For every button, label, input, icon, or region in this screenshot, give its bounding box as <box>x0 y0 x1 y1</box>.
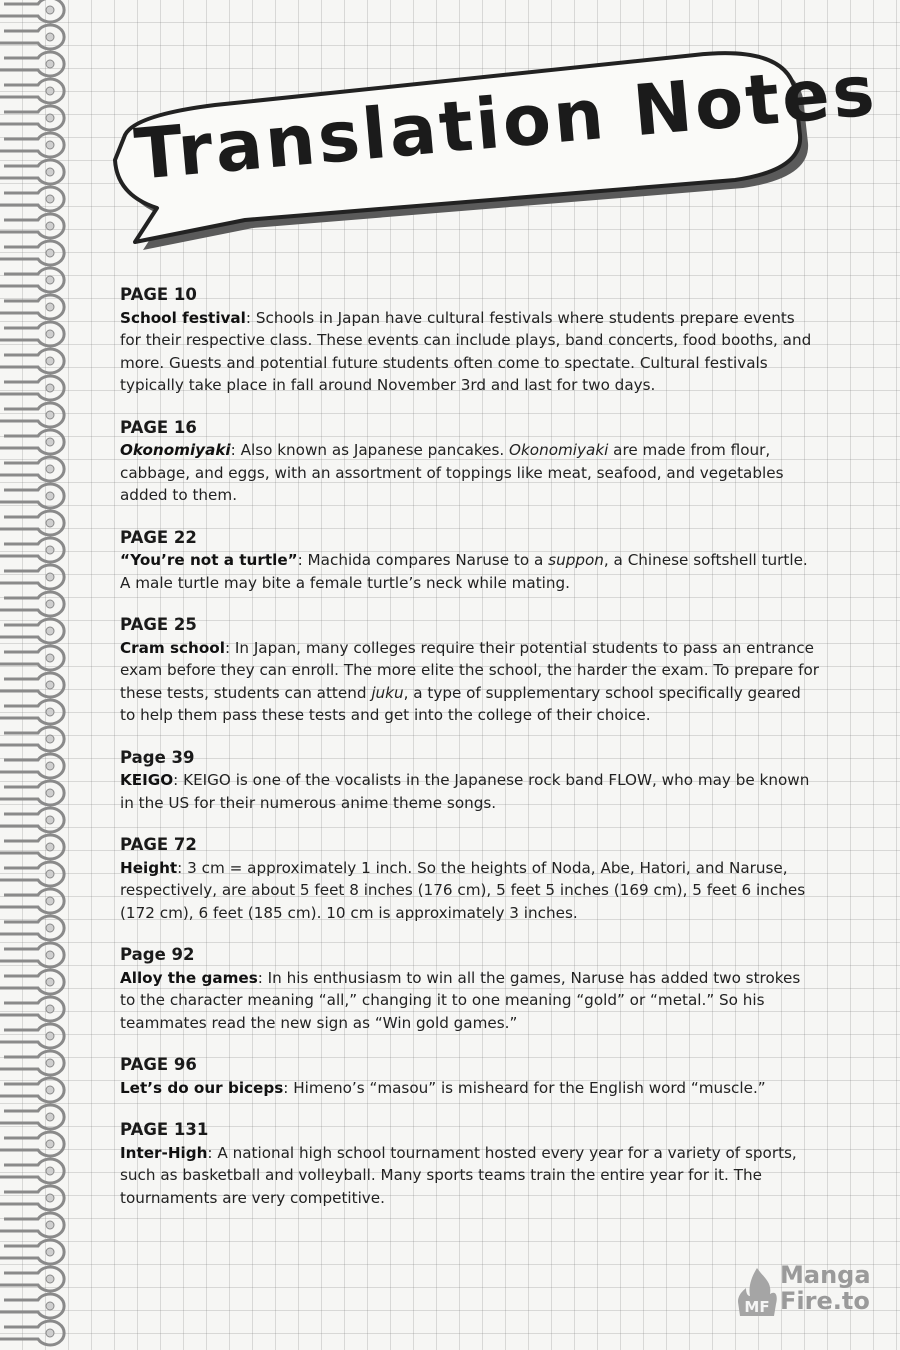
note-page-number: PAGE 25 <box>120 615 197 634</box>
binding-hole <box>46 870 54 878</box>
binding-hole <box>46 411 54 419</box>
note-text: : Also known as Japanese pancakes. <box>230 441 510 459</box>
page-title: Translation Notes <box>131 49 881 196</box>
note-page-number: PAGE 10 <box>120 285 197 304</box>
binding-ring <box>0 52 64 76</box>
binding-ring <box>0 1294 64 1318</box>
binding-ring <box>0 403 64 427</box>
note-item <box>120 1054 820 1099</box>
binding-hole <box>46 1140 54 1148</box>
notes-list <box>120 284 820 1229</box>
note-item <box>120 417 820 507</box>
binding-ring <box>0 673 64 697</box>
binding-hole <box>46 762 54 770</box>
note-term: Cram school <box>120 638 225 657</box>
binding-ring <box>0 322 64 346</box>
binding-hole <box>46 195 54 203</box>
note-term: Alloy the games <box>120 968 258 987</box>
binding-hole <box>46 789 54 797</box>
binding-ring <box>0 538 64 562</box>
note-item <box>120 834 820 924</box>
binding-ring <box>0 943 64 967</box>
watermark-icon-letters: MF <box>744 1298 770 1316</box>
binding-ring <box>0 106 64 130</box>
binding-ring <box>0 1078 64 1102</box>
binding-hole <box>46 249 54 257</box>
binding-hole <box>46 1167 54 1175</box>
binding-hole <box>46 1113 54 1121</box>
binding-hole <box>46 1194 54 1202</box>
watermark-line-1: Manga <box>780 1261 871 1289</box>
note-item <box>120 747 820 815</box>
binding-ring <box>0 646 64 670</box>
binding-ring <box>0 1159 64 1183</box>
binding-ring <box>0 1186 64 1210</box>
note-body <box>120 1077 820 1100</box>
binding-hole <box>46 60 54 68</box>
note-body <box>120 769 820 814</box>
binding-hole <box>46 465 54 473</box>
binding-ring <box>0 268 64 292</box>
note-text: : 3 cm = approximately 1 inch. So the heights of Noda, Abe, Hatori, and Naruse, respectively, are about 5 feet 8 inches (176 cm), 5 feet 5 inches (169 cm), 5 feet 6 inches (172 cm), 6 feet (185 cm). 10 cm is approximately 3 inches. <box>120 858 806 922</box>
note-page-number: PAGE 22 <box>120 527 197 547</box>
note-body <box>120 967 820 1035</box>
binding-ring <box>0 349 64 373</box>
binding-ring <box>0 970 64 994</box>
binding-hole <box>46 384 54 392</box>
binding-hole <box>46 33 54 41</box>
binding-ring <box>0 727 64 751</box>
binding-hole <box>46 330 54 338</box>
binding-hole <box>46 87 54 95</box>
binding-ring <box>0 1240 64 1264</box>
binding-hole <box>46 1221 54 1229</box>
note-term: School festival <box>120 308 246 327</box>
binding-hole <box>46 924 54 932</box>
note-item <box>120 944 820 1034</box>
note-item <box>120 614 820 727</box>
note-text: : In Japan, many colleges require their potential students to pass an entrance exam before they can enroll. The more elite the school, the harder the exam. To prepare for these tests, students can attend <box>120 638 819 702</box>
binding-ring <box>0 835 64 859</box>
binding-ring <box>0 79 64 103</box>
binding-ring <box>0 1051 64 1075</box>
note-page-number: PAGE 96 <box>120 1055 197 1074</box>
note-text: , a type of supplementary school specifically geared to help them pass these tests and get into the college of their choice. <box>120 683 801 724</box>
note-text: are made from flour, cabbage, and eggs, with an assortment of toppings like meat, seafood, and vegetables added to them. <box>120 441 784 504</box>
note-text: , a Chinese softshell turtle. A male turtle may bite a female turtle’s neck while mating. <box>120 551 808 592</box>
binding-ring <box>0 592 64 616</box>
binding-hole <box>46 1302 54 1310</box>
binding-ring <box>0 214 64 238</box>
binding-hole <box>46 438 54 446</box>
note-item <box>120 1119 820 1209</box>
binding-hole <box>46 1329 54 1337</box>
binding-hole <box>46 600 54 608</box>
note-term: Okonomiyaki <box>120 441 231 459</box>
binding-hole <box>46 276 54 284</box>
binding-ring <box>0 1267 64 1291</box>
binding-hole <box>46 627 54 635</box>
note-italic-term: juku <box>371 683 404 702</box>
binding-ring <box>0 916 64 940</box>
title-banner <box>95 30 881 260</box>
note-page-number: Page 92 <box>120 945 195 964</box>
binding-hole <box>46 519 54 527</box>
watermark-line-2: Fire.to <box>780 1287 870 1315</box>
binding-ring <box>0 376 64 400</box>
watermark <box>734 1262 874 1322</box>
binding-hole <box>46 897 54 905</box>
binding-ring <box>0 295 64 319</box>
binding-ring <box>0 1132 64 1156</box>
binding-hole <box>46 708 54 716</box>
binding-hole <box>46 573 54 581</box>
binding-hole <box>46 114 54 122</box>
binding-ring <box>0 619 64 643</box>
note-page-number: PAGE 72 <box>120 835 197 854</box>
note-body <box>120 637 820 727</box>
note-body <box>120 439 820 507</box>
binding-ring <box>0 133 64 157</box>
note-text: : Schools in Japan have cultural festivals where students prepare events for their respective class. These events can include plays, band concerts, food booths, and more. Guests and potential future students often come to spectate. Cultural festivals typically take place in fall around November 3rd and last for two days. <box>120 308 812 394</box>
note-text: : In his enthusiasm to win all the games, Naruse has added two strokes to the character meaning “all,” changing it to one meaning “gold” or “metal.” So his teammates read the new sign as “Win gold games.” <box>120 968 801 1032</box>
binding-hole <box>46 681 54 689</box>
binding-ring <box>0 997 64 1021</box>
binding-hole <box>46 1275 54 1283</box>
note-page-number: Page 39 <box>120 747 195 767</box>
note-italic-term: suppon <box>548 551 604 569</box>
note-item <box>120 527 820 595</box>
binding-ring <box>0 430 64 454</box>
binding-hole <box>46 816 54 824</box>
binding-ring <box>0 889 64 913</box>
binding-hole <box>46 735 54 743</box>
binding-ring <box>0 187 64 211</box>
binding-ring <box>0 808 64 832</box>
note-term: Height <box>120 858 178 877</box>
binding-hole <box>46 222 54 230</box>
binding-ring <box>0 781 64 805</box>
binding-hole <box>46 303 54 311</box>
binding-hole <box>46 168 54 176</box>
note-text: : A national high school tournament hosted every year for a variety of sports, such as basketball and volleyball. Many sports teams train the entire year for it. The tournaments are very competitive. <box>120 1143 797 1207</box>
binding-hole <box>46 6 54 14</box>
spiral-binding <box>0 0 80 1350</box>
binding-hole <box>46 141 54 149</box>
binding-hole <box>46 357 54 365</box>
binding-hole <box>46 978 54 986</box>
binding-ring <box>0 1105 64 1129</box>
note-term: “You’re not a turtle” <box>120 551 298 569</box>
binding-hole <box>46 546 54 554</box>
binding-ring <box>0 241 64 265</box>
note-body <box>120 549 820 594</box>
note-term: KEIGO <box>120 771 174 789</box>
binding-ring <box>0 457 64 481</box>
note-body <box>120 857 820 925</box>
binding-ring <box>0 565 64 589</box>
binding-ring <box>0 25 64 49</box>
binding-hole <box>46 492 54 500</box>
note-item <box>120 284 820 397</box>
binding-ring <box>0 754 64 778</box>
binding-ring <box>0 1213 64 1237</box>
binding-hole <box>46 1086 54 1094</box>
binding-hole <box>46 1032 54 1040</box>
note-italic-term: Okonomiyaki <box>509 441 609 459</box>
binding-ring <box>0 160 64 184</box>
note-text: : Himeno’s “masou” is misheard for the English word “muscle.” <box>283 1078 766 1097</box>
binding-hole <box>46 843 54 851</box>
note-text: : Machida compares Naruse to a <box>297 551 549 569</box>
binding-ring <box>0 1321 64 1345</box>
binding-hole <box>46 654 54 662</box>
binding-ring <box>0 511 64 535</box>
binding-hole <box>46 1059 54 1067</box>
note-term: Inter-High <box>120 1143 208 1162</box>
binding-hole <box>46 1248 54 1256</box>
note-body <box>120 1142 820 1210</box>
flame-logo-icon <box>734 1266 780 1318</box>
note-page-number: PAGE 16 <box>120 417 197 437</box>
binding-ring <box>0 1024 64 1048</box>
binding-ring <box>0 700 64 724</box>
binding-hole <box>46 1005 54 1013</box>
note-page-number: PAGE 131 <box>120 1120 209 1139</box>
binding-ring <box>0 0 64 22</box>
note-text: : KEIGO is one of the vocalists in the Japanese rock band FLOW, who may be known in the US for their numerous anime theme songs. <box>120 771 810 812</box>
note-term: Let’s do our biceps <box>120 1078 284 1097</box>
watermark-text <box>780 1262 871 1314</box>
binding-ring <box>0 484 64 508</box>
note-body <box>120 307 820 397</box>
binding-hole <box>46 951 54 959</box>
binding-ring <box>0 862 64 886</box>
